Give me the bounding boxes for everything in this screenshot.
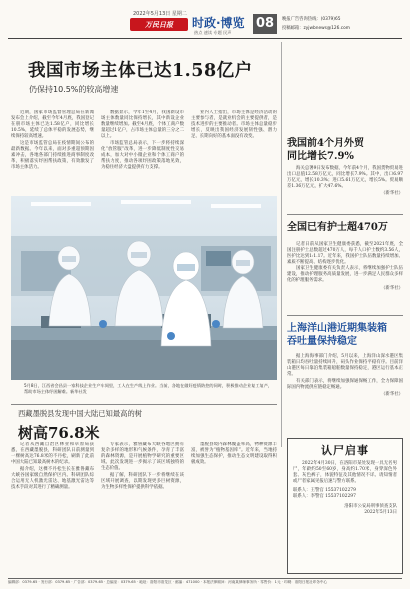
issue-date: 2022年5月13日 星期二 [133,11,187,17]
second-headline: 树高76.8米 [18,424,100,442]
sidebar-nurses-source: （新华社） [381,285,403,291]
second-paragraph: 墨脱县境内森林覆盖率高，物种资源丰富，被誉为“植物基因库”。近年来，当地持续加强生态保护，推动生态文明建设取得积极成效。 [191,442,277,466]
sidebar-trade-title: 我国前4个月外贸 同比增长7.9% [287,138,364,162]
sidebar-trade-source: （新华社） [381,191,403,197]
notice-date: 2022年5月13日 [364,510,397,516]
sidebar-separator [287,214,403,215]
notice-contact-2: 联系人：李警官 15537102297 [293,494,356,500]
lead-body [11,110,277,190]
sidebar-separator [287,315,403,316]
lead-headline: 我国市场主体已达1.58亿户 [28,61,253,81]
lead-photo [11,196,277,380]
sidebar-trade-body: 海关总署9日发布数据，今年前4个月，我国货物贸易进出口总值12.58万亿元，同比增长7.9%。其中，出口6.97万亿元，增长10.3%；进口5.61万亿元，增长5%。贸易顺差1.36万亿元，扩大47.6%。 [287,166,403,190]
lead-paragraph: 近期，国家市场监督管理总局在新闻发布会上介绍，截至今年4月底，我国登记在册市场主体已达1.58亿户，同比增长10.5%，延续了总体平稳的发展态势，继续保持较高增速。 [11,110,94,140]
masthead-rule [8,38,402,39]
second-column-1 [11,442,94,574]
masthead [0,0,410,40]
footer-info: 编辑部：0379-65 · 发行部：0379-65 · 广告部：0379-65 · 总编室：0379-65 · 地址：洛阳市洛龙区 · 邮编：471000 · 本报法律顾问：河南某律师事务所 · 零售价：1元 · 印刷：洛阳日报社印务中心 [8,580,328,584]
sidebar-port-body: 有关部门表示，将继续加强保通保畅工作，全力保障国际国内物流供应链稳定畅通。 [287,378,403,390]
section-title: 时政·博览 [192,16,245,30]
second-column-2 [101,442,184,574]
lead-paragraph: 市场监管总局表示，下一步将持续深化“放管服”改革，进一步降低制度性交易成本，加大对中小微企业和个体工商户的帮扶力度，推动各项纾困政策落地见效，为稳住经济大盘提供有力支撑。 [101,140,184,170]
ad-hotline: 晚报广告咨询热线：(0379)65 [282,17,341,22]
second-paragraph: 据介绍，这棵不丹松生长在雅鲁藏布大峡谷国家级自然保护区内。科研团队综合运用无人机激光雷达、地基激光雷达等技术手段对其进行了精确测量。 [11,466,94,490]
logo-text: 万民日报 [145,20,173,29]
section-rule [11,404,277,405]
newspaper-logo [130,18,188,31]
notice-issuer: 洛阳市公安局刑事侦查支队 [344,504,397,510]
sidebar-nurses-body: 记者日前从国家卫生健康委获悉，截至2021年底，全国注册护士总数超过470万人，每千人口护士数约3.56人，医护比达到1:1.17。近年来，我国护士队伍数量持续增加、素质不断提高、结构逐步优化。 [287,241,403,265]
footer-rule [8,578,402,579]
notice-body: 2022年4月30日，在洛阳市某处发现一具无名男尸，年龄约50至60岁，身高约1.70米，身穿深色外套、灰色裤子，体貌特征及其他情况不详。请知情者或尸者家属见报后速与警方联系。 [293,461,397,485]
sidebar-port-title: 上海洋山港近期集装箱 吞吐量保持稳定 [287,323,387,347]
sidebar-port [287,322,403,397]
factory-workers-image [11,196,277,380]
section-subtitle: 热点 速读 专题 民声 [194,30,232,35]
sidebar-port-body: 据上海海事部门介绍，5月以来，上海洋山深水港区集装箱日均吞吐量持续回升，码头作业保持平稳有序。目前洋山港区每日靠泊集装箱船舶数量保持稳定，港区运行基本正常。 [287,354,403,378]
lead-column-1 [11,110,94,190]
notice-title: 认尸启事 [321,444,369,457]
second-body [11,442,277,574]
lead-subheadline: 仍保持10.5%的较高增速 [29,85,119,94]
second-paragraph: 据了解，科研团队下一步将继续在该区域开展调查，以期发现更多巨树资源，为生物多样性保护提供科学依据。 [101,472,184,490]
second-column-3 [191,442,277,574]
notice-box [287,438,403,574]
page-number-box [253,14,277,34]
second-paragraph: 专家表示，雅鲁藏布大峡谷地区拥有复杂多样的地形和气候条件，孕育了丰富的森林资源，是开展植物学研究的重要区域。此次发现进一步揭示了该区域独特的生态价值。 [101,442,184,472]
page-number: 08 [255,16,275,31]
lead-photo-caption: 5月8日，江西省会昌县一家科技企业生产车间里，工人在生产线上作业。当前，各地在做好疫情防控的同时，积极推动企业复工复产，帮助市场主体纾困解难。新华社发 [24,383,273,394]
contact-email: 投稿邮箱：zyjwbnews@126.com [282,26,350,31]
notice-contact-1: 联系人：王警官 15537102279 [293,488,356,494]
sidebar-port-source: （新华社） [381,392,403,398]
sidebar-nurses [287,222,403,291]
lead-paragraph: 数据显示，今年1至4月，我国新设市场主体数量同比保持增长，其中新设企业数量继续增加。截至4月底，个体工商户数量超过1亿户，占市场主体总量的三分之二以上。 [101,110,184,140]
sidebar-nurses-body: 国家卫生健康委有关负责人表示，将继续加强护士队伍建设，推动护理服务高质量发展，进一步满足人民群众多样化的护理服务需求。 [287,266,403,284]
sidebar-trade [287,138,403,196]
column-divider [281,42,282,447]
lead-column-2 [101,110,184,190]
lead-paragraph: 业内人士指出，市场主体是经济活动的主要参与者，是就业机会的主要提供者，是技术进步的主要推动者。市场主体总量稳步增长，反映出我国经济发展韧性强、潜力足、长期向好的基本面没有改变。 [191,110,277,140]
second-paragraph: 记者从西藏自治区林业和草原局获悉，在西藏墨脱县，科研团队日前测量到一棵树高达76.8米的不丹松，刷新了此前中国大陆已知最高树木的纪录。 [11,442,94,466]
lead-column-3 [191,110,277,190]
lead-paragraph: 这是市场监管总局在疫情期间公布的最新数据。今年以来，面对多重超预期因素冲击，各地各部门持续推进商事制度改革，积极落实纾困帮扶政策，有效激发了市场主体活力。 [11,140,94,170]
second-kicker: 西藏墨脱县发现中国大陆已知最高的树 [18,409,143,418]
sidebar-nurses-title: 全国已有护士超470万 [287,222,388,233]
